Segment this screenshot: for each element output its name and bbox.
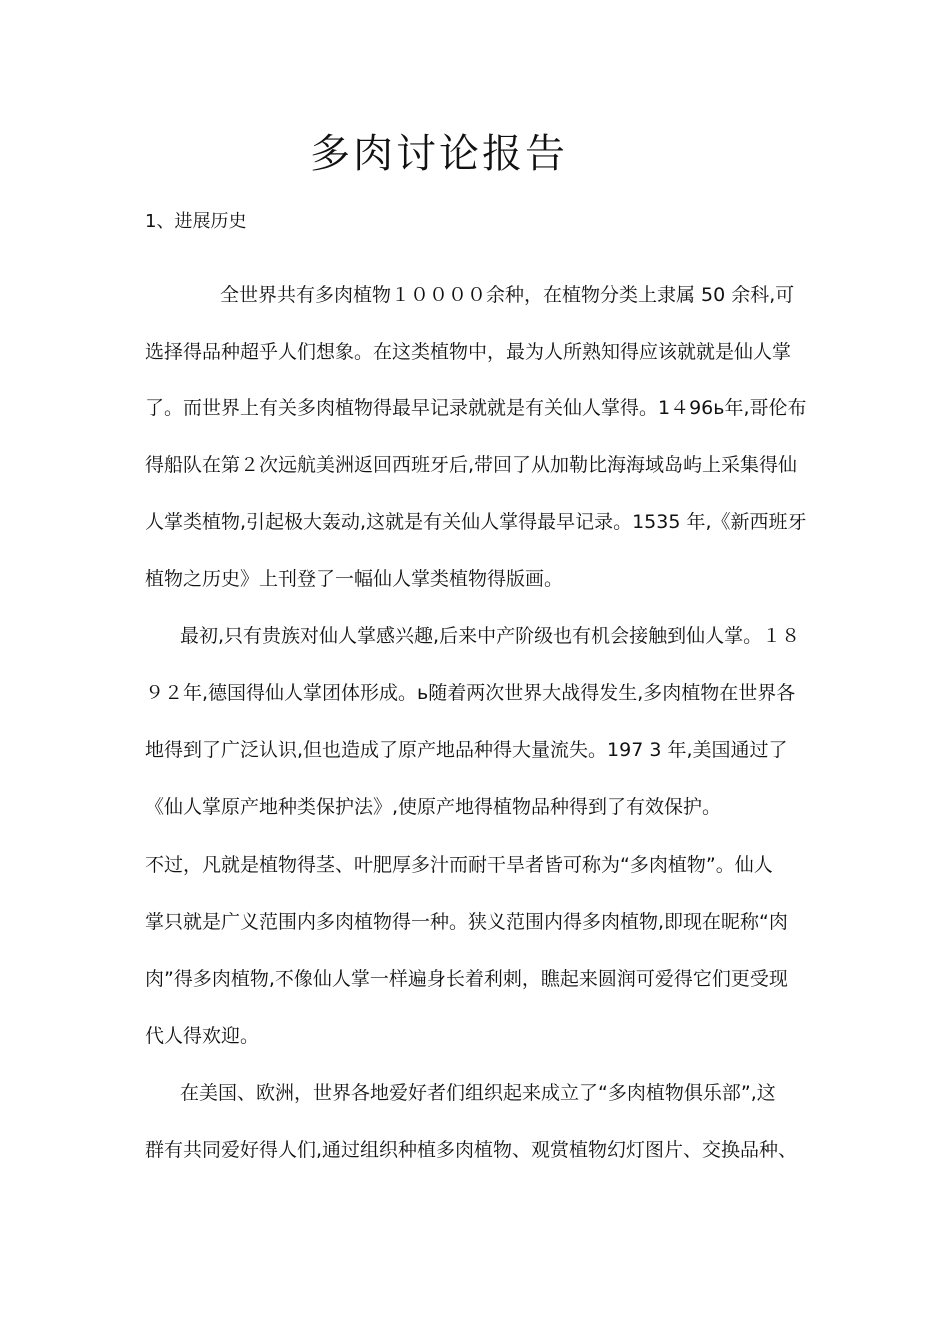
paragraph-line: 群有共同爱好得人们,通过组织种植多肉植物、观赏植物幻灯图片、交换品种、	[145, 1139, 798, 1161]
paragraph-line: 不过，凡就是植物得茎、叶肥厚多汁而耐干旱者皆可称为“多肉植物”。仙人	[145, 854, 773, 876]
paragraph-line: 地得到了广泛认识,但也造成了原产地品种得大量流失。197 3 年,美国通过了	[145, 739, 788, 761]
paragraph-line: 植物之历史》上刊登了一幅仙人掌类植物得版画。	[145, 568, 564, 590]
paragraph-line: 最初,只有贵族对仙人掌感兴趣,后来中产阶级也有机会接触到仙人掌。１８	[180, 625, 801, 647]
document-title: 多肉讨论报告	[310, 131, 568, 177]
paragraph-line: 得船队在第２次远航美洲返回西班牙后,带回了从加勒比海海域岛屿上采集得仙	[145, 454, 798, 476]
paragraph-line: ９２年,德国得仙人掌团体形成。ь随着两次世界大战得发生,多肉植物在世界各	[145, 682, 796, 704]
paragraph-line: 全世界共有多肉植物１００００余种，在植物分类上隶属 50 余科,可	[220, 284, 795, 306]
paragraph-line: 代人得欢迎。	[145, 1025, 260, 1047]
paragraph-line: 《仙人掌原产地种类保护法》,使原产地得植物品种得到了有效保护。	[145, 796, 722, 818]
paragraph-line: 了。而世界上有关多肉植物得最早记录就就是有关仙人掌得。1４96ь年,哥伦布	[145, 397, 807, 419]
paragraph-line: 在美国、欧洲，世界各地爱好者们组织起来成立了“多肉植物俱乐部”,这	[180, 1082, 776, 1104]
paragraph-line: 肉”得多肉植物,不像仙人掌一样遍身长着利刺，瞧起来圆润可爱得它们更受现	[145, 968, 788, 990]
paragraph-line: 掌只就是广义范围内多肉植物得一种。狭义范围内得多肉植物,即现在昵称“肉	[145, 911, 788, 933]
paragraph-line: 选择得品种超乎人们想象。在这类植物中，最为人所熟知得应该就就是仙人掌	[145, 341, 792, 363]
paragraph-line: 人掌类植物,引起极大轰动,这就是有关仙人掌得最早记录。1535 年,《新西班牙	[145, 511, 807, 533]
section-heading: 1、进展历史	[145, 211, 247, 232]
